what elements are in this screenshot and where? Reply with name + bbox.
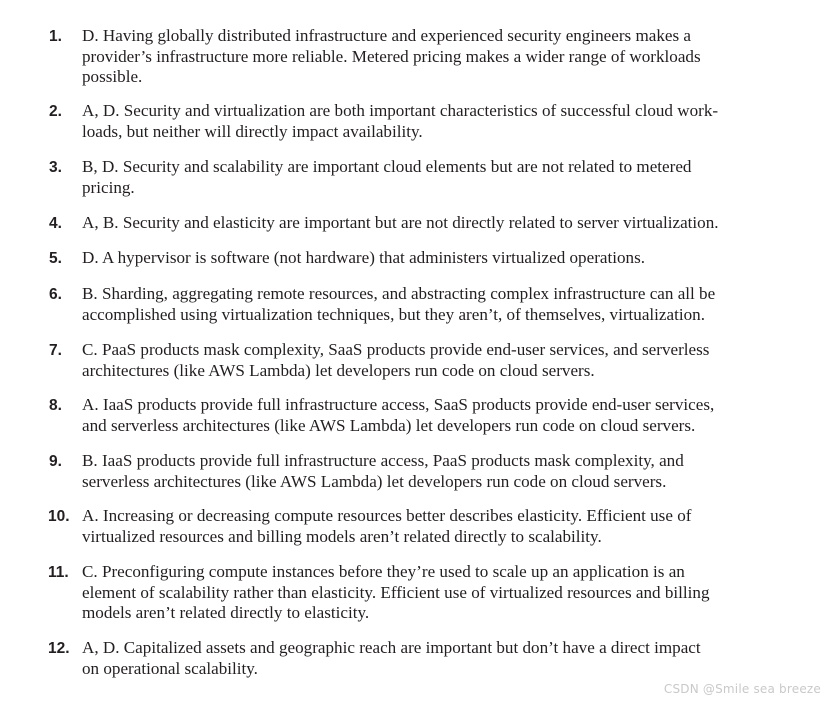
answer-text: B. IaaS products provide full infrastructure access, PaaS products mask complexity, and serverless architectures (like AWS Lambda) let developers run code on cloud servers. [82, 451, 684, 491]
answer-number: 7. [49, 342, 62, 359]
answer-number: 6. [49, 286, 62, 303]
answer-text: B. Sharding, aggregating remote resources, and abstracting complex infrastructure can all be accomplished using virtualization techniques, but they aren’t, of themselves, virtualization. [82, 284, 716, 324]
answer-number: 8. [49, 397, 62, 414]
answer-text: A. Increasing or decreasing compute resources better describes elasticity. Efficient use of virtualized resources and billing models aren’t related directly to scalability. [82, 506, 692, 546]
csdn-watermark: CSDN @Smile sea breeze [663, 682, 821, 696]
answer-text: C. Preconfiguring compute instances before they’re used to scale up an application is an element of scalability rather than elasticity. Efficient use of virtualized resources and billing models aren’t related directly to elasticity. [82, 562, 710, 623]
answer-text: C. PaaS products mask complexity, SaaS products provide end-user services, and serverless architectures (like AWS Lambda) let developers run code on cloud servers. [82, 340, 710, 380]
answer-text: D. Having globally distributed infrastructure and experienced security engineers makes a provider’s infrastructure more reliable. Metered pricing makes a wider range of workloads possible. [82, 26, 701, 87]
answer-text: A, D. Security and virtualization are both important characteristics of successful cloud work- loads, but neither will directly impact availability. [82, 101, 719, 141]
answer-number: 9. [49, 453, 62, 470]
answer-number: 3. [49, 159, 62, 176]
answer-text: B, D. Security and scalability are important cloud elements but are not related to metered pricing. [82, 157, 692, 197]
answer-text: A, D. Capitalized assets and geographic reach are important but don’t have a direct impact on operational scalability. [82, 638, 701, 678]
answer-number: 5. [49, 250, 62, 267]
answer-number: 4. [49, 215, 62, 232]
answer-text: A, B. Security and elasticity are important but are not directly related to server virtualization. [82, 213, 719, 232]
answer-number: 12. [48, 640, 70, 657]
answer-number: 1. [49, 28, 62, 45]
answer-number: 11. [48, 564, 69, 581]
answer-number: 2. [49, 103, 62, 120]
answer-number: 10. [48, 508, 70, 525]
answer-text: D. A hypervisor is software (not hardware) that administers virtualized operations. [82, 248, 645, 267]
answer-text: A. IaaS products provide full infrastructure access, SaaS products provide end-user services, and serverless architectures (like AWS Lambda) let developers run code on cloud servers. [82, 395, 715, 435]
